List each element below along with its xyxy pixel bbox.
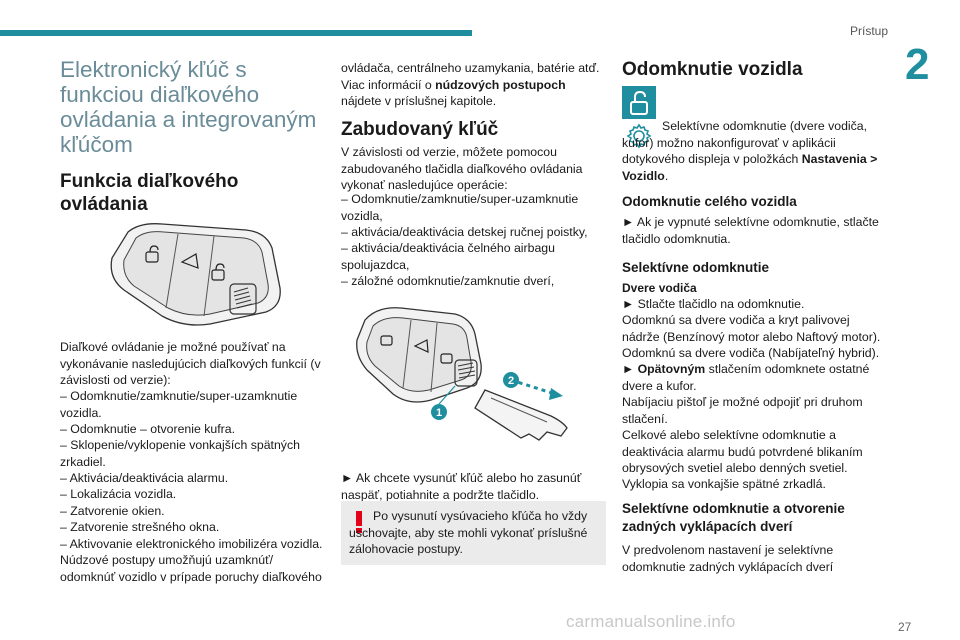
callout-1: 1 (435, 407, 443, 419)
heading-unlock-whole: Odomknutie celého vozidla (622, 194, 797, 209)
page-number: 27 (898, 620, 912, 634)
selective-line: Nabíjaciu pištoľ je možné odpojiť pri druhom stlačení. (622, 395, 863, 426)
emergency-procedures-emphasis: núdzových postupoch (435, 77, 566, 92)
repeat-press-text: stlačením odomknete ostatné dvere a kufor. (622, 362, 870, 393)
driver-door-label: Dvere vodiča (622, 281, 697, 295)
list-item: – Odomknutie – otvorenie kufra. (60, 422, 235, 436)
page-title: Elektronický kľúč s funkciou diaľkového ovládania a integrovaným kľúčom (60, 57, 317, 157)
list-item: – Zatvorenie strešného okna. (60, 520, 220, 534)
warning-text: Po vysunutí vysúvacieho kľúča ho vždy uschovajte, aby ste mohli vykonať príslušné zálohovacie postupy. (349, 509, 588, 556)
list-item: – Lokalizácia vozidla. (60, 487, 177, 501)
selective-line: Vyklopia sa vonkajšie spätné zrkadlá. (622, 477, 826, 491)
heading-selective-unlock: Selektívne odomknutie (622, 260, 770, 275)
list-item: – aktivácia/deaktivácia detskej ručnej poistky, (341, 225, 588, 239)
selective-repeat-text: ► Opätovným stlačením odomknete ostatné dvere a kufor. (622, 362, 870, 393)
heading-unlock-vehicle: Odomknutie vozidla (622, 59, 803, 80)
heading-remote-function: Funkcia diaľkového ovládania (60, 171, 239, 215)
list-item: – Sklopenie/vyklopenie vonkajších spätných zrkadiel. (60, 438, 300, 469)
header-accent-bar (0, 30, 472, 36)
selective-line: Celkové alebo selektívne odomknutie a deaktivácia alarmu budú potvrdené blikaním obrysových svetiel alebo denných svetiel. (622, 428, 863, 475)
callout-2: 2 (507, 375, 515, 387)
list-item: – Odomknutie/zamknutie/super-uzamknutie vozidla, (341, 192, 579, 223)
remote-intro-text: Diaľkové ovládanie je možné používať na vykonávanie nasledujúcich diaľkových funkcií (v závislosti od verzie): (60, 340, 321, 387)
selective-tailgate-text: V predvolenom nastavení je selektívne odomknutie zadných vyklápacích dverí (622, 543, 834, 574)
watermark: carmanualsonline.info (566, 612, 736, 631)
continued-text-part: nájdete v príslušnej kapitole. (341, 94, 497, 108)
list-item: – Aktivácia/deaktivácia alarmu. (60, 471, 229, 485)
integrated-key-intro: V závislosti od verzie, môžete pomocou zabudovaného tlačidla diaľkového ovládania vykonať nasledujúce operácie: (341, 145, 583, 192)
list-item: – Odomknutie/zamknutie/super-uzamknutie vozidla. (60, 389, 298, 420)
list-item: – Aktivovanie elektronického imobilizéra vozidla. (60, 537, 323, 551)
heading-integrated-key: Zabudovaný kľúč (341, 119, 499, 140)
selective-line: Odomknú sa dvere vodiča a kryt palivovej nádrže (Benzínový motor alebo Naftový motor). (622, 313, 881, 344)
repeat-press-emphasis: Opätovným (637, 362, 706, 376)
selective-config-text (622, 118, 884, 184)
section-name: Prístup (849, 24, 888, 38)
list-item: – Zatvorenie okien. (60, 504, 165, 518)
remote-outro-text: Núdzové postupy umožňujú uzamknúť/ odomknúť vozidlo v prípade poruchy diaľkového (60, 553, 322, 584)
chapter-number: 2 (905, 40, 930, 89)
selective-line: ► Stlačte tlačidlo na odomknutie. (622, 297, 805, 311)
continued-text-part: ovládača, centrálneho uzamykania, batérie atď. Viac informácií o (341, 61, 600, 92)
list-item: – záložné odomknutie/zamknutie dverí, (341, 274, 555, 288)
key-blade-icon (351, 296, 591, 454)
selective-config-part: . (664, 168, 669, 183)
selective-config-part: Selektívne odomknutie (dvere vodiča, kufor) možno nakonfigurovať v aplikácii dotykového displeja v položkách (622, 119, 868, 166)
selective-line: Odomknú sa dvere vodiča (Nabíjateľný hybrid). (622, 346, 880, 360)
eject-key-action: ► Ak chcete vysunúť kľúč alebo ho zasunúť naspäť, potiahnite a podržte tlačidlo. (341, 471, 582, 502)
unlock-whole-text: ► Ak je vypnuté selektívne odomknutie, stlačte tlačidlo odomknutia. (622, 215, 879, 246)
settings-vehicle-emphasis: Nastavenia > Vozidlo (622, 152, 878, 183)
unlock-icon (622, 86, 656, 120)
key-fob-icon (100, 218, 300, 330)
heading-selective-tailgate: Selektívne odomknutie a otvorenie zadných vyklápacích dverí (622, 501, 845, 534)
continued-text (341, 60, 603, 110)
list-item: – aktivácia/deaktivácia čelného airbagu spolujazdca, (341, 241, 555, 272)
